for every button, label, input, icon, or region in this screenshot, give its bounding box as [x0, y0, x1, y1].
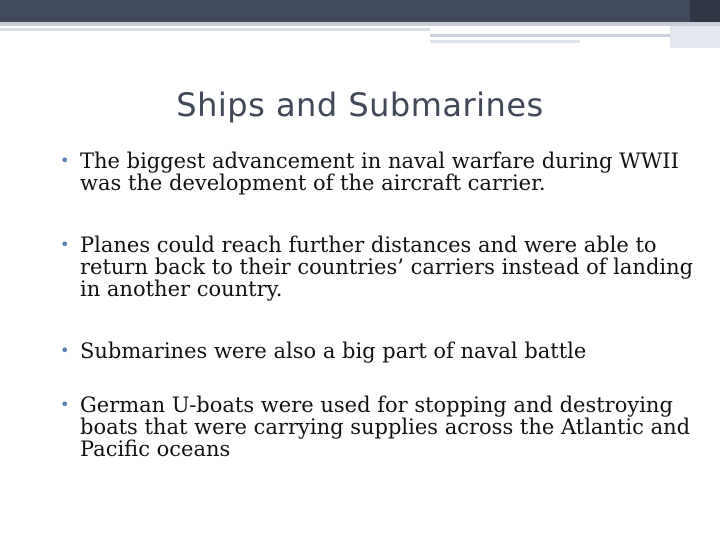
bullet-text: The biggest advancement in naval warfare during WWII was the development of the aircraft carrier.	[80, 149, 679, 195]
bullet-text: Submarines were also a big part of naval battle	[80, 339, 587, 363]
header-stripe	[670, 26, 720, 48]
bullet-text: German U-boats were used for stopping and destroying boats that were carrying supplies across the Atlantic and Pacific oceans	[80, 393, 691, 461]
bullet-marker: •	[60, 395, 70, 414]
header-stripe	[0, 22, 720, 26]
header-stripe	[430, 34, 670, 37]
bullet-item	[58, 340, 698, 362]
bullet-item	[58, 394, 698, 460]
bullet-marker: •	[60, 235, 70, 254]
header-stripe	[430, 40, 580, 43]
header-accent	[690, 0, 720, 22]
bullet-marker: •	[60, 151, 70, 170]
slide-title: Ships and Submarines	[176, 86, 544, 124]
bullet-marker: •	[60, 341, 70, 360]
bullet-item	[58, 234, 698, 300]
header-band	[0, 0, 720, 22]
bullet-text: Planes could reach further distances and were able to return back to their countries’ carriers instead of landing in another country.	[80, 233, 694, 301]
header-stripe	[0, 28, 430, 31]
bullet-item	[58, 150, 698, 194]
bullet-list	[58, 150, 698, 500]
